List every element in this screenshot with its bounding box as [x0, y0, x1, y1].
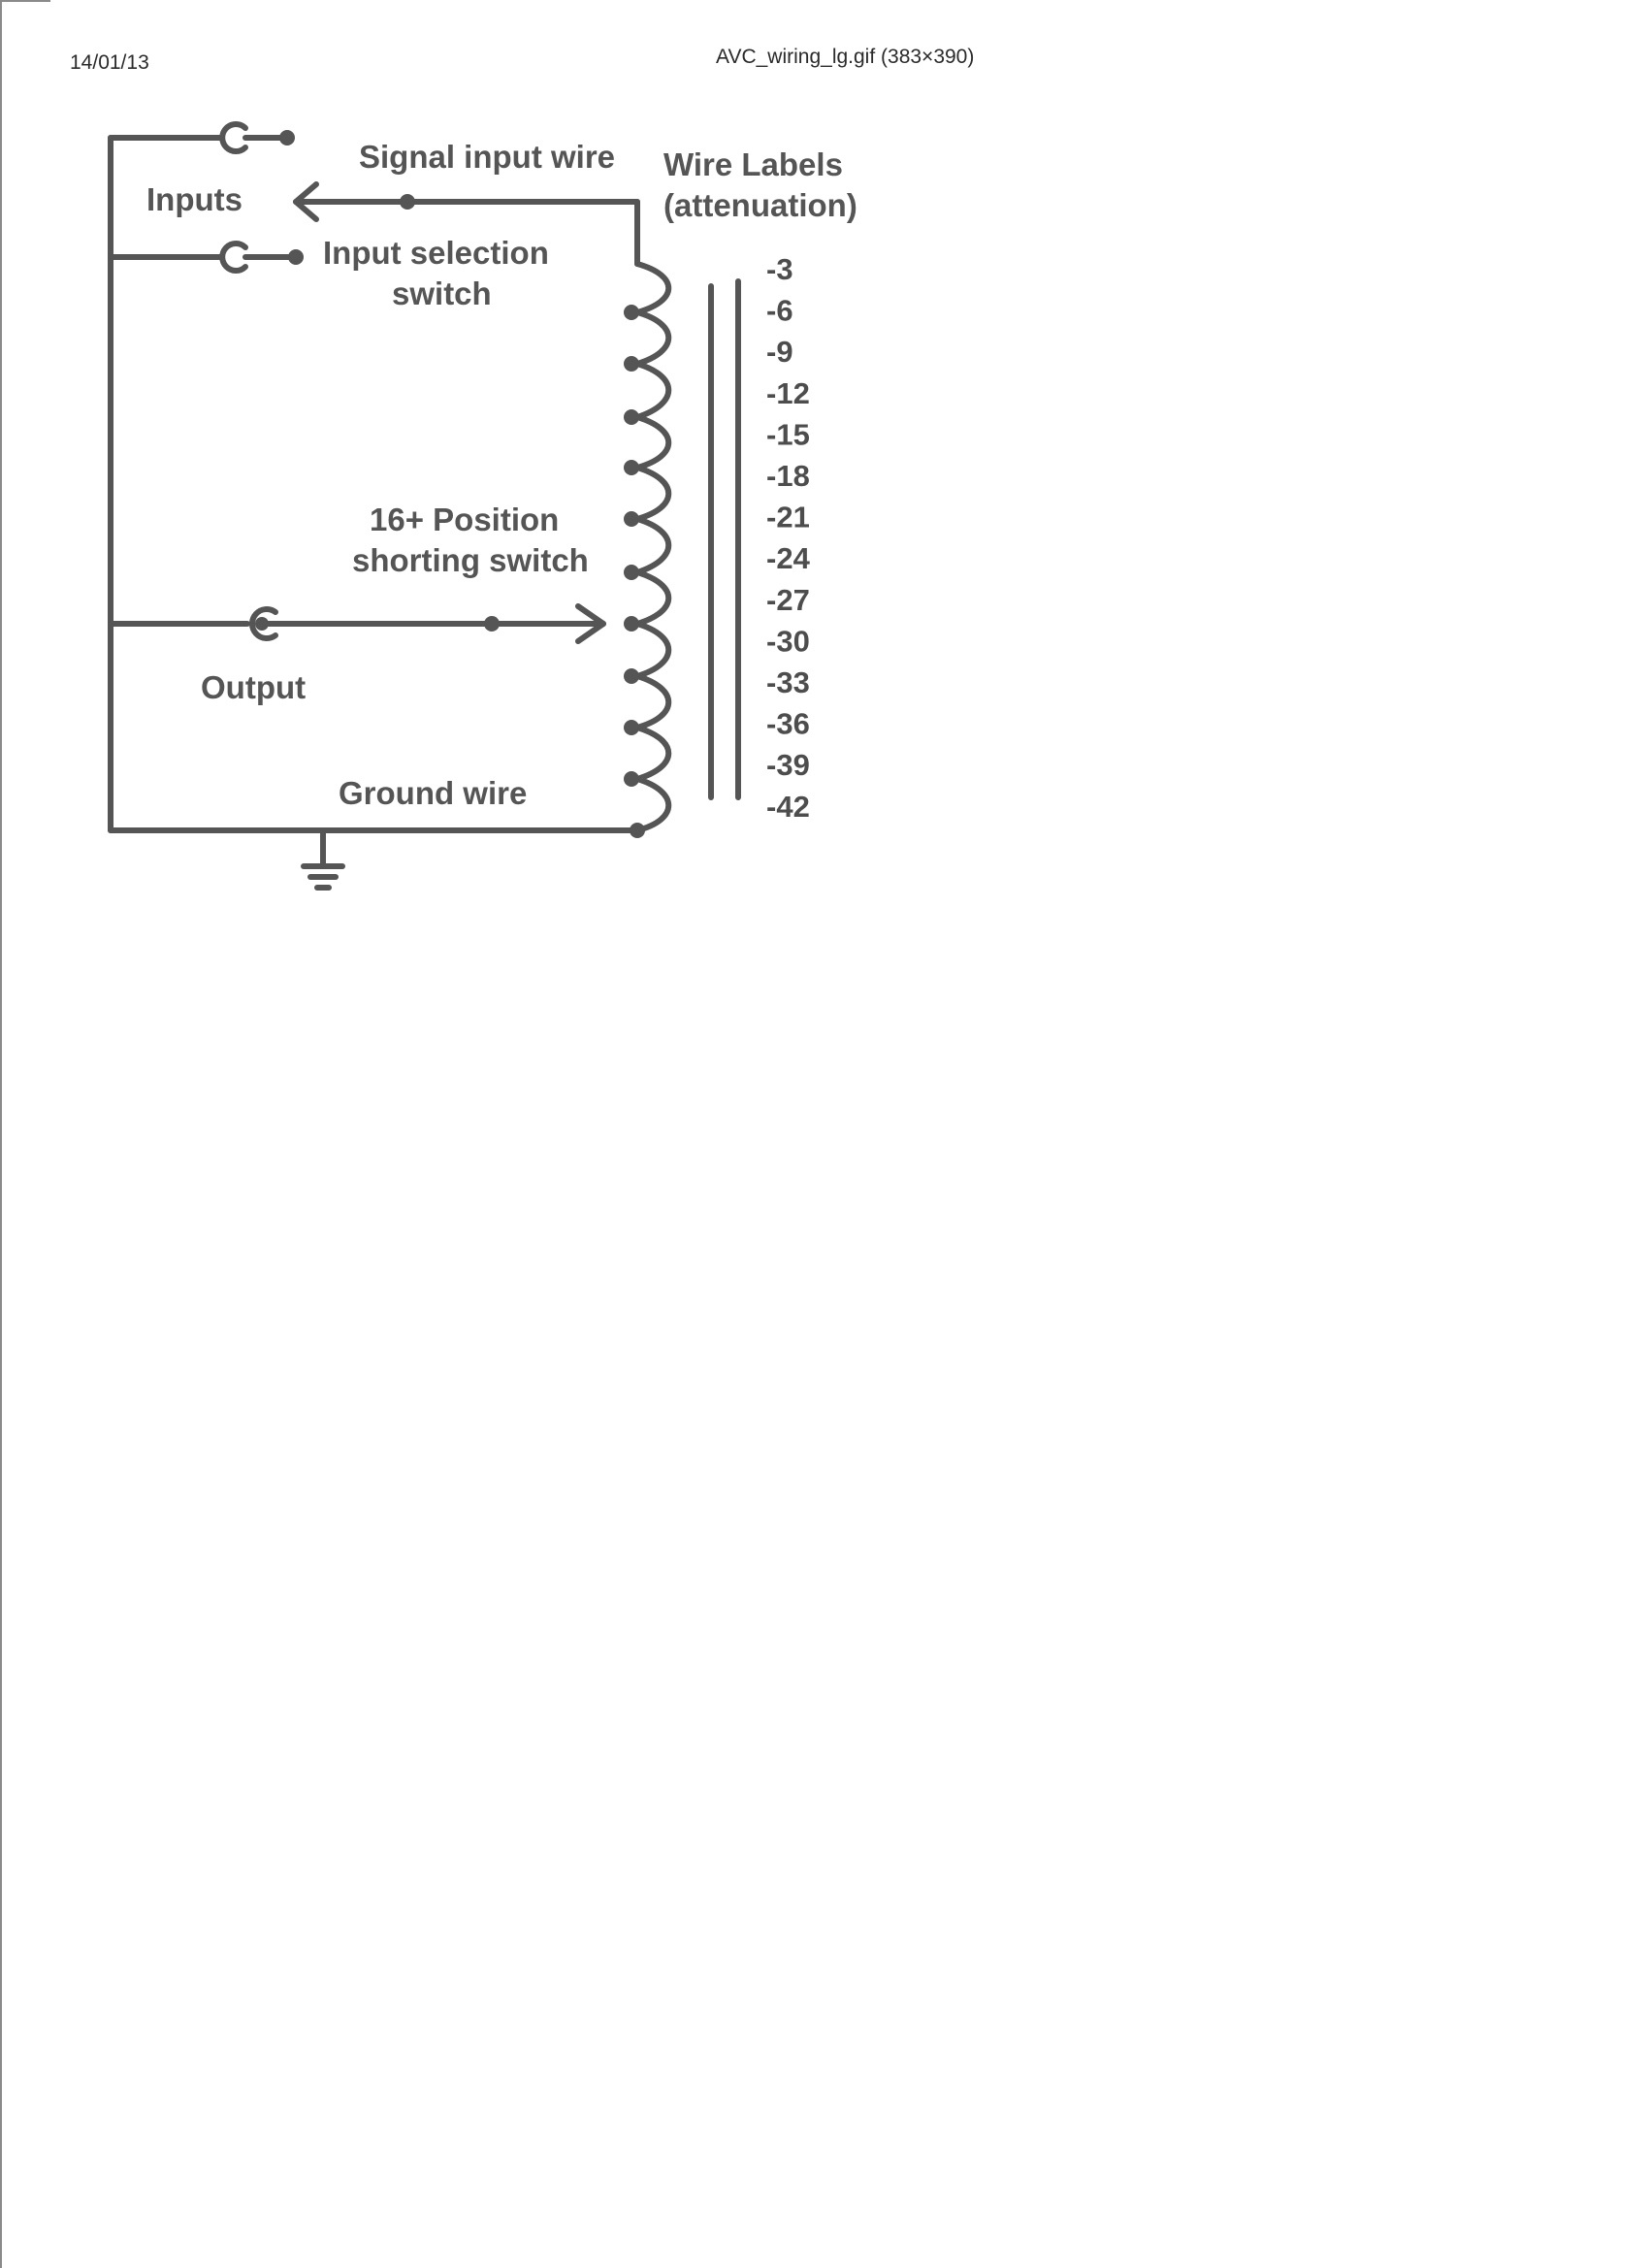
attenuation-label: -33: [766, 665, 810, 699]
input-1-jack-tip: [279, 130, 295, 146]
label-signal-input-wire: Signal input wire: [359, 139, 616, 175]
output-jack-tip: [255, 617, 269, 631]
output-wire-junction: [484, 616, 500, 632]
attenuation-label: -27: [766, 582, 810, 617]
coil-tap: [624, 771, 639, 787]
coil-tap: [624, 668, 639, 684]
input-1-jack-icon: [222, 124, 245, 151]
label-inputs: Inputs: [146, 181, 242, 217]
coil-tap: [624, 616, 639, 632]
ground-coil-junction: [630, 823, 645, 838]
transformer-coil: [637, 264, 668, 830]
label-ground-wire: Ground wire: [339, 775, 528, 811]
coil-tap: [624, 511, 639, 527]
attenuation-label-list: [766, 252, 811, 824]
signal-wire-junction: [400, 194, 415, 210]
coil-tap: [624, 409, 639, 425]
attenuation-label: -21: [766, 500, 810, 535]
attenuation-label: -42: [766, 789, 810, 824]
attenuation-label: -3: [766, 252, 793, 286]
attenuation-label: -6: [766, 293, 793, 328]
label-position-switch-line1: 16+ Position: [370, 502, 560, 537]
label-wire-labels-line1: Wire Labels: [663, 146, 843, 182]
label-position-switch-line2: shorting switch: [352, 542, 589, 578]
attenuation-label: -39: [766, 748, 810, 783]
attenuation-label: -24: [766, 541, 810, 576]
attenuation-label: -30: [766, 624, 810, 659]
coil-tap: [624, 356, 639, 372]
print-filename: AVC_wiring_lg.gif (383×390): [716, 46, 975, 68]
label-input-selection-line2: switch: [392, 275, 492, 311]
input-2-jack-tip: [288, 249, 304, 265]
print-date: 14/01/13: [70, 51, 149, 74]
coil-tap: [624, 305, 639, 320]
input-2-jack-icon: [222, 243, 245, 271]
label-input-selection-line1: Input selection: [323, 235, 549, 271]
attenuation-label: -15: [766, 417, 810, 452]
coil-tap: [624, 565, 639, 580]
attenuation-label: -36: [766, 706, 810, 741]
coil-tap: [624, 720, 639, 735]
label-output: Output: [201, 669, 307, 705]
attenuation-label: -9: [766, 335, 793, 370]
coil-tap: [624, 460, 639, 475]
attenuation-label: -12: [766, 375, 810, 410]
attenuation-label: -18: [766, 459, 810, 493]
label-wire-labels-line2: (attenuation): [663, 187, 857, 223]
